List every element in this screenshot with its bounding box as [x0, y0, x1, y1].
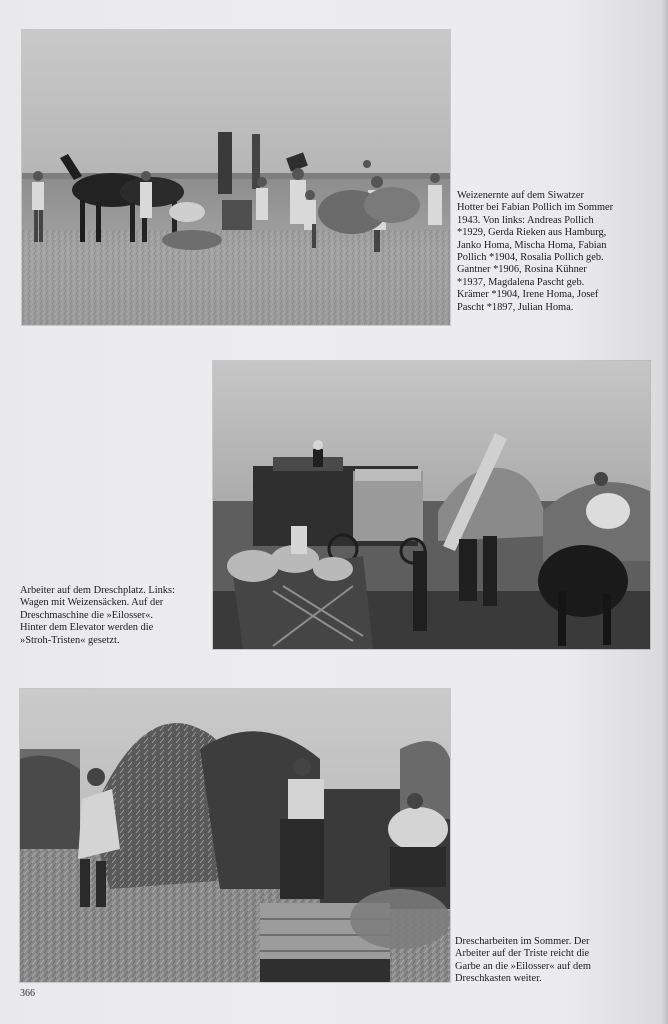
wheat-harvest-caption: Weizenernte auf dem Siwatzer Hotter bei Fabian Pollich im Sommer 1943. Von links: Andreas Pollich *1929, Gerda Rieken aus Hamburg, Janko Homa, Mischa Homa, Fabian Pollich *1904, Rosalia Pollich geb. Gantner *1906, Rosina Kühner *1937, Magdalena Pascht geb. Krämer *1904, Irene Homa, Josef Pascht *1897, Julian Homa. — [457, 190, 614, 313]
page-number: 366 — [20, 988, 35, 999]
threshing-place-image — [213, 361, 650, 649]
summer-threshing-caption: Drescharbeiten im Sommer. Der Arbeiter auf der Triste reicht die Garbe an die »Eilosser« auf dem Dreschkasten weiter. — [455, 936, 591, 985]
summer-threshing-image — [20, 689, 450, 982]
threshing-place-caption: Arbeiter auf dem Dreschplatz. Links: Wagen mit Weizensäcken. Auf der Dreschmaschine die »Eilosser«. Hinter dem Elevator werden die »Stroh-Tristen« gesetzt. — [20, 585, 175, 646]
summer-threshing-photo — [20, 689, 450, 982]
wheat-harvest-image — [22, 30, 450, 325]
page-edge — [662, 0, 668, 1024]
threshing-place-photo — [213, 361, 650, 649]
wheat-harvest-photo — [22, 30, 450, 325]
